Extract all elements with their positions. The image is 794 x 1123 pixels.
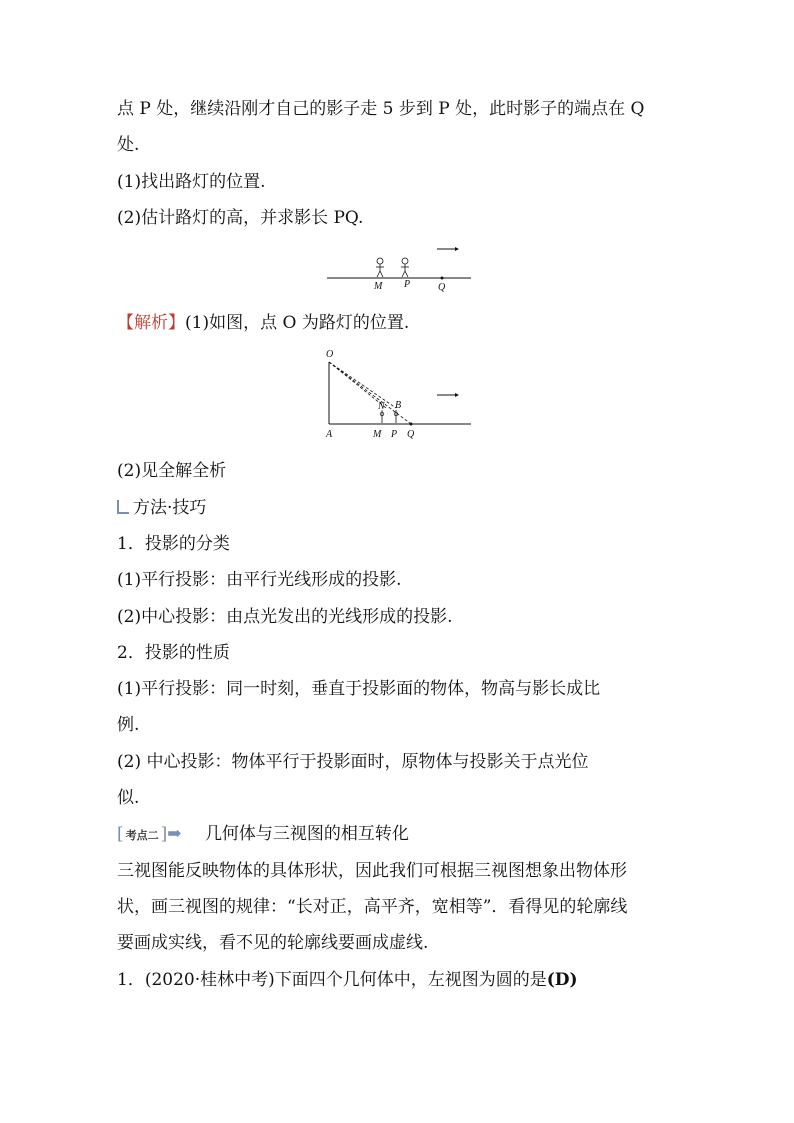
- tip-icon: [117, 500, 129, 514]
- solution-line: [117, 312, 409, 334]
- question-1: (1)找出路灯的位置.: [117, 172, 266, 192]
- label-q: Q: [407, 429, 415, 440]
- method-h2: 2．投影的性质: [117, 643, 230, 663]
- question-text: 1．(2020·桂林中考)下面四个几何体中，左视图为圆的是: [117, 970, 547, 990]
- kaodian-text-3: 要画成实线，看不见的轮廓线要画成虚线.: [117, 933, 429, 953]
- label-a: A: [326, 429, 333, 440]
- kaodian-text-2: 状，画三视图的规律：“长对正，高平齐，宽相等”．看得见的轮廓线: [117, 897, 628, 917]
- kaodian-title: 几何体与三视图的相互转化: [204, 824, 409, 844]
- method-p3b: 例.: [117, 715, 140, 735]
- kaodian-text-1: 三视图能反映物体的具体形状，因此我们可根据三视图想象出物体形: [117, 861, 627, 881]
- person-m-icon: [376, 258, 384, 277]
- problem-line-2: 处.: [117, 135, 140, 155]
- kaodian-tag: 考点二: [125, 829, 159, 842]
- label-p: P: [404, 279, 411, 290]
- problem-line-1: 点 P 处，继续沿刚才自己的影子走 5 步到 P 处，此时影子的端点在 Q: [117, 99, 645, 119]
- question-line: [117, 969, 578, 991]
- method-p2: (2)中心投影：由点光发出的光线形成的投影.: [117, 607, 453, 627]
- method-title: 方法·技巧: [133, 498, 207, 518]
- label-b: B: [395, 400, 402, 411]
- solution-tag: 【解析】: [117, 313, 185, 333]
- question-answer: (D): [546, 970, 578, 990]
- label-m: M: [374, 281, 383, 292]
- label-p: P: [391, 429, 398, 440]
- method-p3a: (1)平行投影：同一时刻，垂直于投影面的物体，物高与影长成比: [117, 679, 601, 699]
- method-p1: (1)平行投影：由平行光线形成的投影.: [117, 570, 402, 590]
- label-m: M: [373, 429, 382, 440]
- figure-lamp-position: [322, 346, 474, 442]
- question-2: (2)估计路灯的高，并求影长 PQ.: [117, 208, 364, 228]
- solution-text: (1)如图，点 O 为路灯的位置.: [185, 313, 410, 333]
- method-p4b: 似.: [117, 788, 140, 808]
- person-p-icon: [401, 258, 409, 277]
- method-h1: 1．投影的分类: [117, 534, 230, 554]
- label-n: N: [378, 401, 385, 412]
- figure-lamp-shadow: [325, 240, 475, 292]
- label-q: Q: [438, 282, 446, 292]
- kaodian-heading: [ 考点二 ]➡ 几何体与三视图的相互转化: [117, 823, 409, 847]
- method-heading: [117, 497, 206, 519]
- method-p4a: (2) 中心投影：物体平行于投影面时，原物体与投影关于点光位: [117, 752, 589, 772]
- solution-part-2: (2)见全解全析: [117, 461, 227, 481]
- label-o: O: [326, 349, 334, 360]
